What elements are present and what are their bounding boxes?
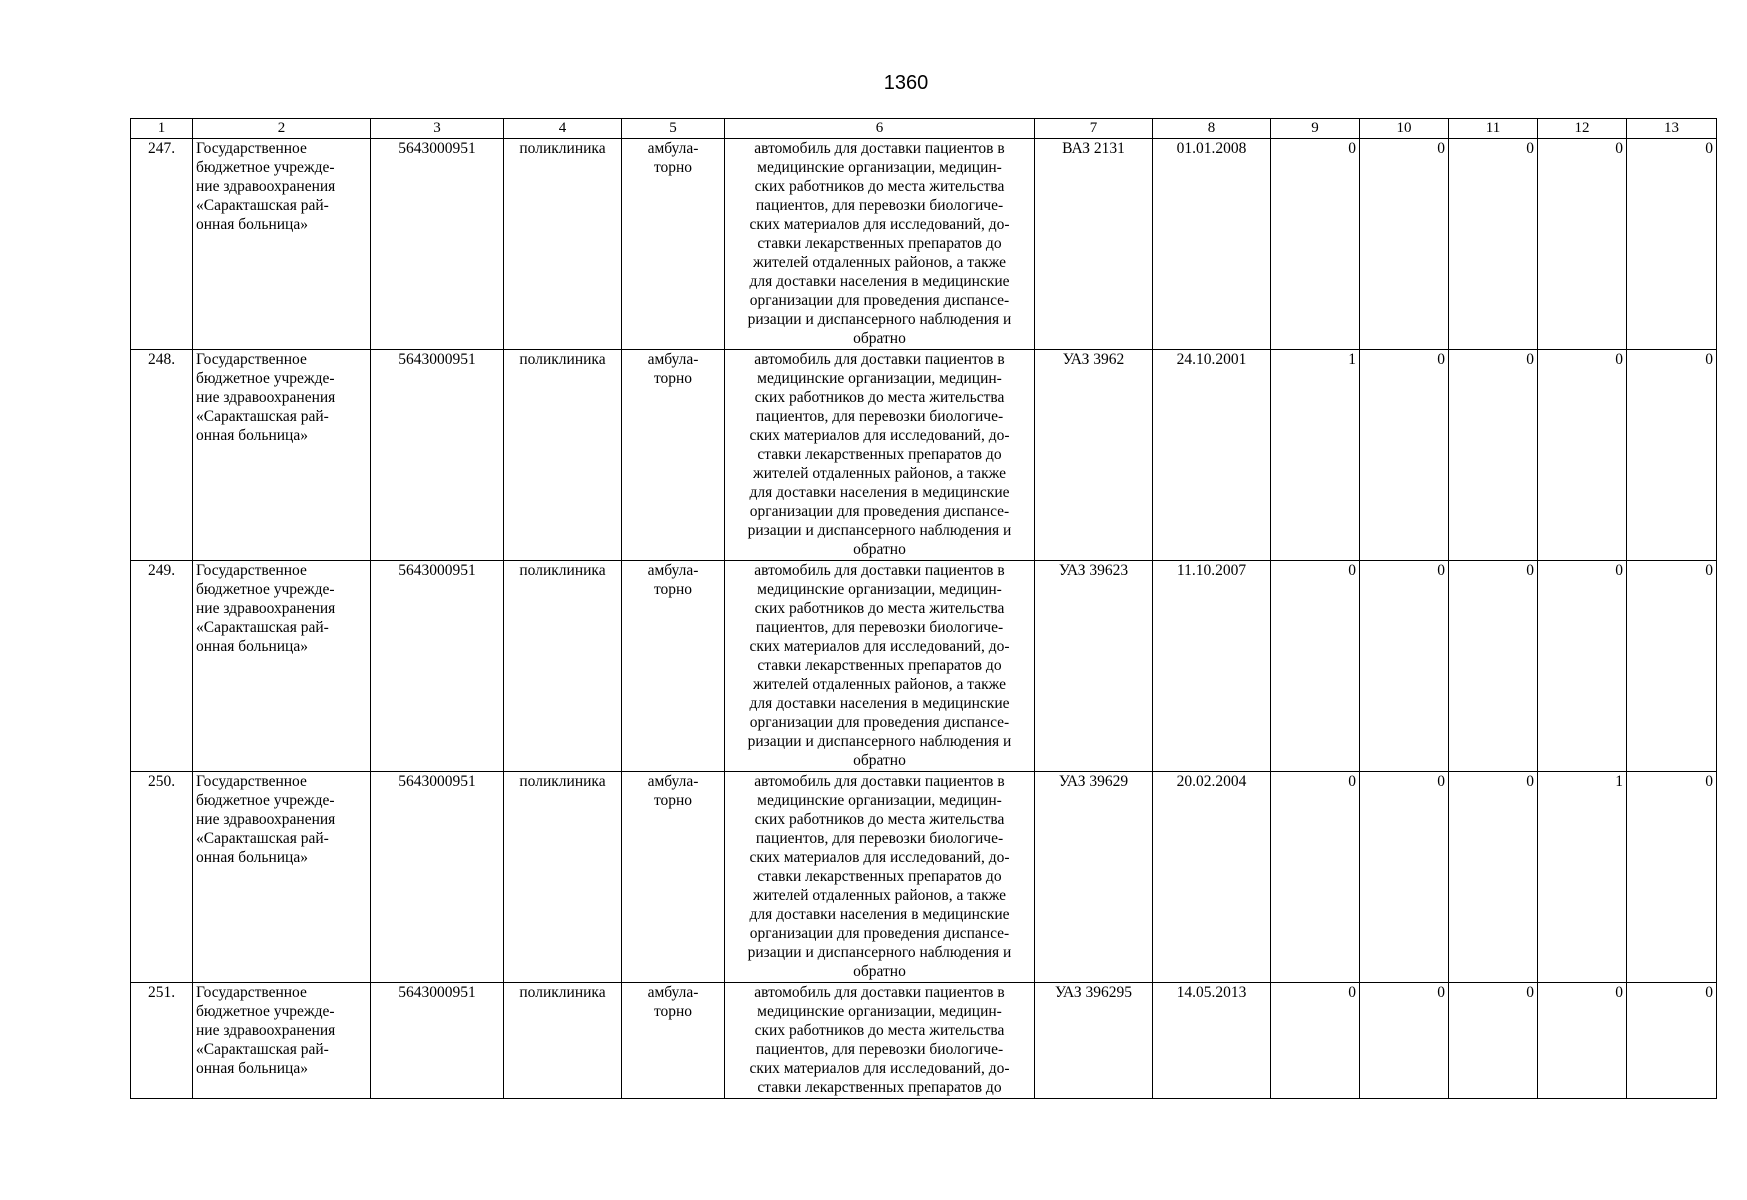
col10-value: 0 <box>1360 983 1449 1099</box>
vehicle-registry-table <box>130 118 1717 1099</box>
page-number: 1360 <box>883 72 929 94</box>
col10-value: 0 <box>1360 139 1449 350</box>
column-header: 4 <box>504 119 622 139</box>
col12-value: 0 <box>1538 561 1627 772</box>
care-kind: амбула- торно <box>622 772 725 983</box>
vehicle-purpose <box>725 983 1035 1099</box>
vehicle-model: ВАЗ 2131 <box>1035 139 1153 350</box>
col11-value: 0 <box>1449 983 1538 1099</box>
inn-cell: 5643000951 <box>371 139 504 350</box>
table-row <box>131 983 1717 1099</box>
column-header: 9 <box>1271 119 1360 139</box>
care-kind: амбула- торно <box>622 983 725 1099</box>
column-header: 12 <box>1538 119 1627 139</box>
col11-value: 0 <box>1449 139 1538 350</box>
column-number-row <box>131 119 1717 139</box>
vehicle-purpose-text: автомобиль для доставки пациентов в медицинские организации, медицин- ских работников до места жительства пациентов, для перевозки биологиче- ских материалов для исследований, до- ставки лекарственных препаратов до жителей отдаленных районов, а также для доставки населения в медицинские организации для проведения диспансе- ризации и диспансерного наблюдения и обратно <box>747 562 1012 769</box>
column-header: 3 <box>371 119 504 139</box>
column-header: 7 <box>1035 119 1153 139</box>
column-header: 10 <box>1360 119 1449 139</box>
facility-type: поликлиника <box>504 561 622 772</box>
vehicle-date: 24.10.2001 <box>1153 350 1271 561</box>
column-header: 6 <box>725 119 1035 139</box>
inn-cell: 5643000951 <box>371 561 504 772</box>
col9-value: 0 <box>1271 561 1360 772</box>
vehicle-model: УАЗ 39623 <box>1035 561 1153 772</box>
col13-value: 0 <box>1627 561 1717 772</box>
vehicle-purpose <box>725 772 1035 983</box>
col12-value: 1 <box>1538 772 1627 983</box>
vehicle-purpose-text: автомобиль для доставки пациентов в медицинские организации, медицин- ских работников до места жительства пациентов, для перевозки биологиче- ских материалов для исследований, до- ставки лекарственных препаратов до жителей отдаленных районов, а также для доставки населения в медицинские организации для проведения диспансе- ризации и диспансерного наблюдения и обратно <box>747 140 1012 347</box>
col9-value: 0 <box>1271 139 1360 350</box>
table-row <box>131 350 1717 561</box>
vehicle-purpose-text: автомобиль для доставки пациентов в медицинские организации, медицин- ских работников до места жительства пациентов, для перевозки биологиче- ских материалов для исследований, до- ставки лекарственных препаратов до жителей отдаленных районов, а также для доставки населения в медицинские организации для проведения диспансе- ризации и диспансерного наблюдения и обратно <box>747 773 1012 980</box>
vehicle-date: 01.01.2008 <box>1153 139 1271 350</box>
col10-value: 0 <box>1360 350 1449 561</box>
organization-name: Государственное бюджетное учрежде- ние здравоохранения «Саракташская рай- онная больница» <box>193 772 371 983</box>
col12-value: 0 <box>1538 350 1627 561</box>
vehicle-purpose <box>725 139 1035 350</box>
table-row <box>131 561 1717 772</box>
vehicle-purpose-text: автомобиль для доставки пациентов в медицинские организации, медицин- ских работников до места жительства пациентов, для перевозки биологиче- ских материалов для исследований, до- ставки лекарственных препаратов до <box>749 984 1010 1096</box>
column-header: 1 <box>131 119 193 139</box>
table-row <box>131 772 1717 983</box>
col11-value: 0 <box>1449 772 1538 983</box>
row-number: 251. <box>131 983 193 1099</box>
inn-cell: 5643000951 <box>371 772 504 983</box>
inn-cell: 5643000951 <box>371 350 504 561</box>
facility-type: поликлиника <box>504 983 622 1099</box>
column-header: 8 <box>1153 119 1271 139</box>
col11-value: 0 <box>1449 561 1538 772</box>
facility-type: поликлиника <box>504 772 622 983</box>
organization-name: Государственное бюджетное учрежде- ние здравоохранения «Саракташская рай- онная больница» <box>193 561 371 772</box>
column-header: 13 <box>1627 119 1717 139</box>
care-kind: амбула- торно <box>622 350 725 561</box>
col11-value: 0 <box>1449 350 1538 561</box>
row-number: 249. <box>131 561 193 772</box>
organization-name: Государственное бюджетное учрежде- ние здравоохранения «Саракташская рай- онная больница» <box>193 350 371 561</box>
vehicle-date: 11.10.2007 <box>1153 561 1271 772</box>
organization-name: Государственное бюджетное учрежде- ние здравоохранения «Саракташская рай- онная больница» <box>193 139 371 350</box>
column-header: 11 <box>1449 119 1538 139</box>
col13-value: 0 <box>1627 350 1717 561</box>
col12-value: 0 <box>1538 139 1627 350</box>
col9-value: 0 <box>1271 983 1360 1099</box>
col13-value: 0 <box>1627 772 1717 983</box>
inn-cell: 5643000951 <box>371 983 504 1099</box>
vehicle-purpose-text: автомобиль для доставки пациентов в медицинские организации, медицин- ских работников до места жительства пациентов, для перевозки биологиче- ских материалов для исследований, до- ставки лекарственных препаратов до жителей отдаленных районов, а также для доставки населения в медицинские организации для проведения диспансе- ризации и диспансерного наблюдения и обратно <box>747 351 1012 558</box>
col13-value: 0 <box>1627 983 1717 1099</box>
organization-name: Государственное бюджетное учрежде- ние здравоохранения «Саракташская рай- онная больница» <box>193 983 371 1099</box>
col9-value: 0 <box>1271 772 1360 983</box>
table-row <box>131 139 1717 350</box>
row-number: 247. <box>131 139 193 350</box>
vehicle-date: 14.05.2013 <box>1153 983 1271 1099</box>
col13-value: 0 <box>1627 139 1717 350</box>
vehicle-model: УАЗ 39629 <box>1035 772 1153 983</box>
col9-value: 1 <box>1271 350 1360 561</box>
vehicle-purpose <box>725 561 1035 772</box>
care-kind: амбула- торно <box>622 139 725 350</box>
col12-value: 0 <box>1538 983 1627 1099</box>
facility-type: поликлиника <box>504 139 622 350</box>
facility-type: поликлиника <box>504 350 622 561</box>
vehicle-purpose <box>725 350 1035 561</box>
row-number: 248. <box>131 350 193 561</box>
col10-value: 0 <box>1360 772 1449 983</box>
column-header: 2 <box>193 119 371 139</box>
row-number: 250. <box>131 772 193 983</box>
care-kind: амбула- торно <box>622 561 725 772</box>
column-header: 5 <box>622 119 725 139</box>
vehicle-date: 20.02.2004 <box>1153 772 1271 983</box>
vehicle-model: УАЗ 396295 <box>1035 983 1153 1099</box>
col10-value: 0 <box>1360 561 1449 772</box>
vehicle-model: УАЗ 3962 <box>1035 350 1153 561</box>
